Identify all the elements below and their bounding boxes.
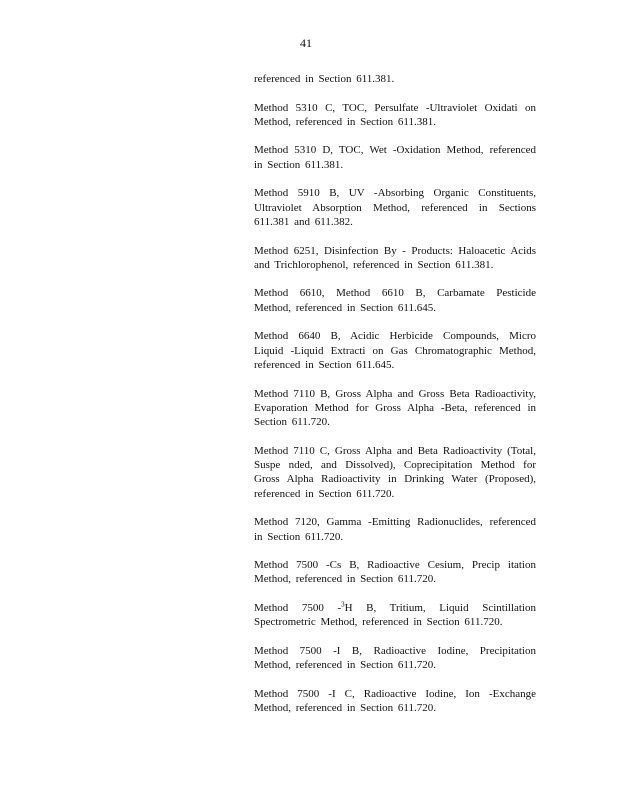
entry-method-5310-c: Method 5310 C, TOC, Persulfate -Ultraviolet Oxidati on Method, referenced in Section 611.381.: [254, 101, 536, 128]
page-number: 41: [300, 36, 312, 50]
entry-method-6640-b: Method 6640 B, Acidic Herbicide Compounds, Micro Liquid -Liquid Extracti on Gas Chromatographic Method, referenced in Section 611.645.: [254, 330, 536, 371]
entry-referenced-611-381: referenced in Section 611.381.: [254, 73, 395, 85]
entry-method-7120: Method 7120, Gamma -Emitting Radionuclides, referenced in Section 611.720.: [254, 516, 536, 543]
document-body: [254, 72, 536, 730]
entry-method-7500-3h-b-prefix: Method 7500 -: [254, 601, 342, 614]
entry-method-7500-i-c: Method 7500 -I C, Radioactive Iodine, Ion -Exchange Method, referenced in Section 611.720.: [254, 687, 536, 715]
entry-method-6251: Method 6251, Disinfection By - Products: Haloacetic Acids and Trichlorophenol, referenced in Section 611.381.: [254, 244, 536, 271]
entry-method-7500-cs-b: Method 7500 -Cs B, Radioactive Cesium, Precip itation Method, referenced in Section 611.720.: [254, 559, 536, 586]
entry-method-7500-3h-b: [254, 601, 536, 630]
entry-method-5910-b: Method 5910 B, UV -Absorbing Organic Constituents, Ultraviolet Absorption Method, referenced in Sections 611.381 and 611.382.: [254, 187, 536, 228]
entry-method-6610: Method 6610, Method 6610 B, Carbamate Pesticide Method, referenced in Section 611.645.: [254, 287, 536, 314]
entry-method-7110-b: Method 7110 B, Gross Alpha and Gross Beta Radioactivity, Evaporation Method for Gross Alpha -Beta, referenced in Section 611.720.: [254, 387, 536, 429]
tritium-superscript: 3: [341, 600, 345, 609]
entry-method-7110-c: Method 7110 C, Gross Alpha and Beta Radioactivity (Total, Suspe nded, and Dissolved), Coprecipitation Method for Gross Alpha Radioactivity in Drinking Water (Proposed), referenced in Section 611.720.: [254, 444, 536, 500]
entry-method-7500-i-b: Method 7500 -I B, Radioactive Iodine, Precipitation Method, referenced in Section 611.720.: [254, 644, 536, 672]
entry-method-7500-3h-b-rest: H B, Tritium, Liquid Scintillation Spectrometric Method, referenced in Section 611.720.: [254, 601, 536, 629]
entry-method-5310-d: Method 5310 D, TOC, Wet -Oxidation Method, referenced in Section 611.381.: [254, 144, 536, 171]
